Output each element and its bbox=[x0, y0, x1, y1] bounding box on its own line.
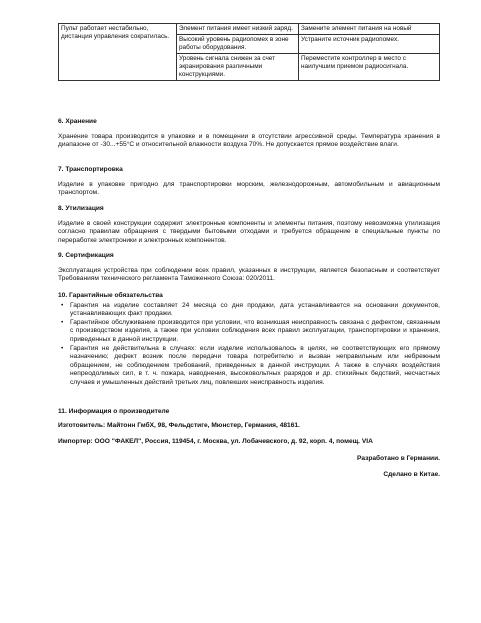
table-row bbox=[59, 24, 440, 35]
fix-cell: Устраните источник радиопомех. bbox=[299, 35, 440, 54]
section-disposal bbox=[58, 205, 440, 245]
section-heading: 9. Сертификация bbox=[58, 252, 114, 259]
fix-cell: Замените элемент питания на новый bbox=[299, 24, 440, 35]
section-transport bbox=[58, 166, 440, 198]
list-item: • Гарантийное обслуживание производится при условии, что возникшая неисправность связана с дефектом, связанным с производством изделия, а также при условии соблюдения всех правил эксплуатации, транспортировки и хранения, приведенных в данной инструкции. bbox=[70, 319, 440, 345]
cause-cell: Уровень сигнала снижен за счет экранирования различными конструкциями. bbox=[177, 54, 299, 81]
developed-in-line: Разработано в Германии. bbox=[357, 454, 440, 462]
warranty-list bbox=[58, 302, 440, 388]
section-storage bbox=[58, 118, 440, 150]
made-in-line: Сделано в Китае. bbox=[383, 471, 440, 479]
problem-cell: Пульт работает нестабильно, дистанция управления сократилась. bbox=[59, 24, 177, 81]
importer-line: Импортер: ООО "ФАКЕЛ", Россия, 119454, г. Москва, ул. Лобачевского, д. 92, корп. 4, помещ. VIA bbox=[58, 438, 373, 446]
section-text: Эксплуатация устройства при соблюдении всех правил, указанных в инструкции, является безопасным и соответствует Требованиям технического регламента Таможенного Союза: 020/2011. bbox=[58, 266, 440, 283]
section-heading: 7. Транспортировка bbox=[58, 166, 123, 173]
list-item: • Гарантия на изделие составляет 24 месяца со дня продажи, дата устанавливается на основании документов, устанавливающих факт продажи. bbox=[70, 302, 440, 319]
manufacturer-line: Изготовитель: Майтонн ГмбХ, 98, Фельдстиге, Мюнстер, Германия, 48161. bbox=[58, 421, 300, 429]
section-heading: 8. Утилизация bbox=[58, 205, 104, 212]
section-warranty bbox=[58, 292, 440, 388]
list-item: • Гарантия не действительна в случаях: если изделие использовалось в целях, не соответствующих его прямому назначению; дефект возник после передачи товара потребителю и вызван неправильным или небрежным обращением, не соблюдением требований, приведенных в данной инструкции. А также в случаях воздействия непреодолимых сил, в т. ч. пожара, наводнения, высоковольтных разрядов и др. стихийных бедствий, несчастных случаев и умышленных действий третьих лиц, повлекших неисправность изделия. bbox=[70, 345, 440, 388]
troubleshooting-table bbox=[58, 23, 440, 81]
section-heading: 6. Хранение bbox=[58, 118, 97, 125]
section-certification bbox=[58, 252, 440, 284]
cause-cell: Высокий уровень радиопомех в зоне работы оборудования. bbox=[177, 35, 299, 54]
section-text: Изделие в своей конструкции содержит электронные компоненты и элементы питания, поэтому невозможна утилизация согласно правилам обращения с твердыми бытовыми отходами и требуется обращение в специальные пункты по переработке электроники и электронных компонентов. bbox=[58, 219, 440, 244]
section-text: Хранение товара производится в упаковке и в помещении в отсутствии агрессивной среды. Температура хранения в диапазоне от -30...+55°С и относительной влажности воздуха 70%. Не допускается прямое воздействие влаги. bbox=[58, 132, 440, 149]
fix-cell: Переместите контроллер в место с наилучшим приемом радиосигнала. bbox=[299, 54, 440, 81]
section-heading: 11. Информация о производителе bbox=[58, 408, 170, 415]
section-manufacturer bbox=[58, 408, 440, 480]
cause-cell: Элемент питания имеет низкий заряд. bbox=[177, 24, 299, 35]
section-heading: 10. Гарантийные обязательства bbox=[58, 292, 163, 299]
section-text: Изделие в упаковке пригодно для транспортировки морским, железнодорожным, автомобильным и авиационным транспортом. bbox=[58, 180, 440, 197]
